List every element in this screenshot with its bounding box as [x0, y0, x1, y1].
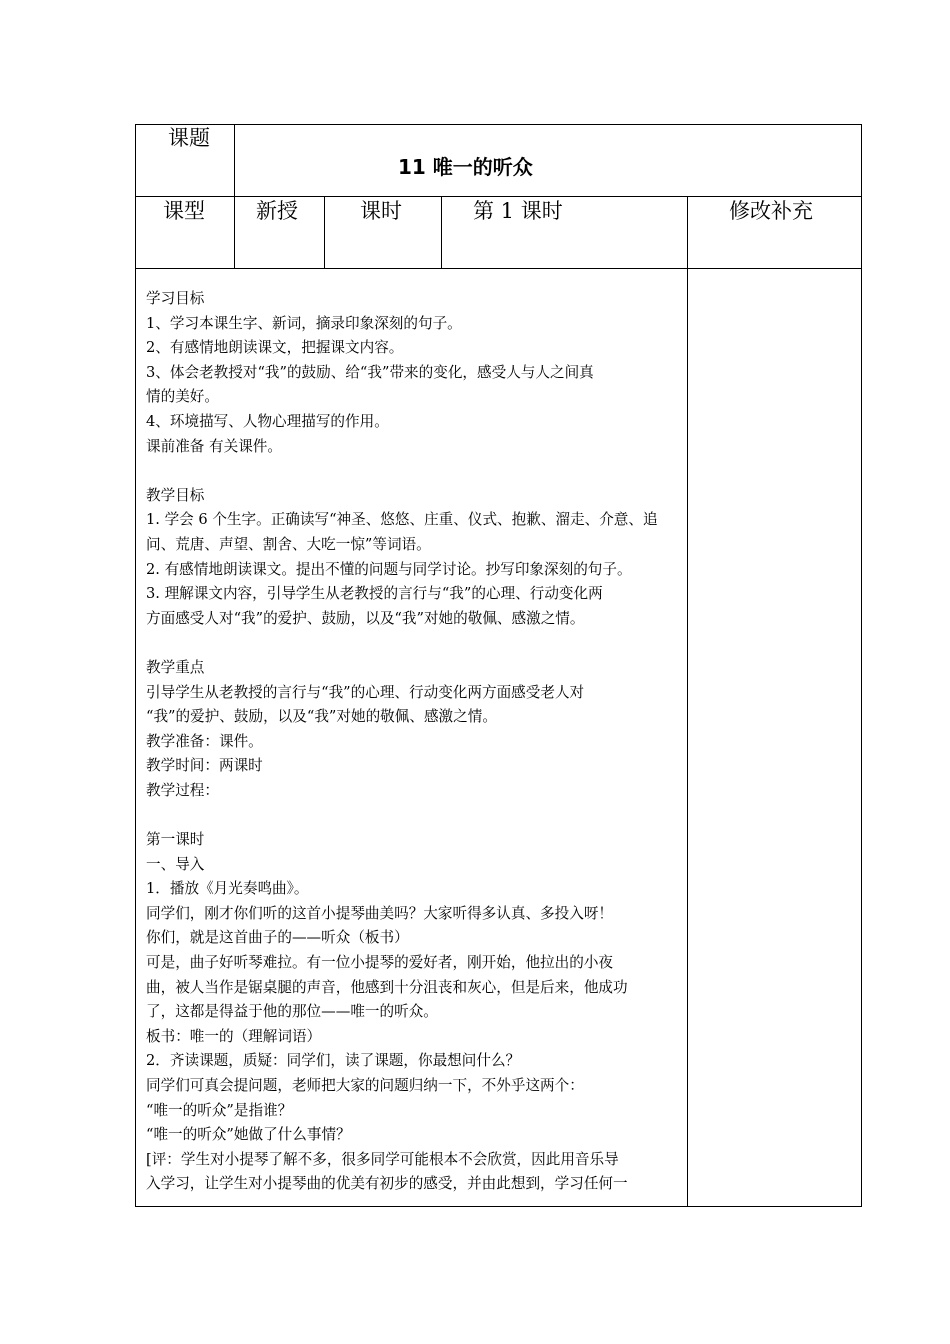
body-line: 学习目标: [146, 290, 205, 307]
blank-line: [146, 631, 686, 656]
body-line: 教学时间：两课时: [146, 757, 263, 775]
body-line: 1. 学会 6 个生字。正确读写“神圣、悠悠、庄重、仪式、抱歉、溜走、介意、追: [146, 511, 658, 529]
body-line: 教学重点: [146, 658, 205, 676]
body-line: 教学目标: [146, 486, 205, 504]
body-line: 问、荒唐、声望、割舍、大吃一惊”等词语。: [146, 535, 431, 553]
body-line: 1．播放《月光奏鸣曲》。: [146, 880, 309, 898]
body-line: 2、有感情地朗读课文，把握课文内容。: [146, 339, 404, 357]
col-divider-2: [324, 196, 325, 268]
body-line: [评：学生对小提琴了解不多，很多同学可能根本不会欣赏，因此用音乐导: [146, 1150, 619, 1168]
body-line: 1、学习本课生字、新词，摘录印象深刻的句子。: [146, 314, 462, 332]
body-line: “唯一的听众”她做了什么事情？: [146, 1126, 351, 1144]
body-line: 3、体会老教授对“我”的鼓励、给“我”带来的变化，感受人与人之间真: [146, 363, 594, 381]
body-line: 板书：唯一的（理解词语）: [146, 1027, 322, 1045]
body-line: 一、导入: [146, 855, 205, 873]
revision-label: 修改补充: [729, 199, 813, 223]
period-label: 课时: [360, 199, 402, 223]
body-line: 2．齐读课题，质疑：同学们，读了课题，你最想问什么？: [146, 1052, 521, 1070]
body-line: “唯一的听众”是指谁？: [146, 1101, 293, 1119]
body-line: 引导学生从老教授的言行与“我”的心理、行动变化两方面感受老人对: [146, 683, 585, 701]
body-line: 情的美好。: [146, 388, 219, 406]
row-divider-1: [136, 196, 861, 197]
type-label: 课型: [163, 199, 205, 223]
lesson-plan-table: [135, 124, 862, 1207]
blank-line: [146, 459, 686, 484]
body-line: 2. 有感情地朗读课文。提出不懂的问题与同学讨论。抄写印象深刻的句子。: [146, 560, 632, 578]
body-line: 了，这都是得益于他的那位——唯一的听众。: [146, 1003, 438, 1021]
lesson-title: 11 唯一的听众: [398, 155, 533, 179]
lesson-body: [146, 287, 686, 1197]
body-line: 同学们可真会提问题，老师把大家的问题归纳一下，不外乎这两个：: [146, 1077, 584, 1094]
type-value: 新授: [256, 199, 298, 223]
body-line: 曲，被人当作是锯桌腿的声音，他感到十分沮丧和灰心，但是后来，他成功: [146, 978, 628, 996]
row-divider-2: [136, 268, 861, 269]
body-line: 你们，就是这首曲子的——听众（板书）: [146, 929, 409, 947]
body-line: 可是，曲子好听琴难拉。有一位小提琴的爱好者，刚开始，他拉出的小夜: [146, 954, 614, 972]
topic-label: 课题: [168, 126, 210, 150]
col-divider-4: [687, 196, 688, 1206]
body-line: 3. 理解课文内容，引导学生从老教授的言行与“我”的心理、行动变化两: [146, 585, 603, 603]
body-line: 方面感受人对“我”的爱护、鼓励，以及“我”对她的敬佩、感激之情。: [146, 609, 585, 627]
col-divider-3: [441, 196, 442, 268]
col-divider-1: [234, 125, 235, 268]
body-line: 第一课时: [146, 831, 205, 849]
body-line: 4、环境描写、人物心理描写的作用。: [146, 412, 389, 430]
blank-line: [146, 803, 686, 828]
body-line: 入学习，让学生对小提琴曲的优美有初步的感受，并由此想到，学习任何一: [146, 1175, 628, 1193]
body-line: 教学准备：课件。: [146, 732, 263, 750]
body-line: “我”的爱护、鼓励，以及“我”对她的敬佩、感激之情。: [146, 708, 497, 726]
body-line: 同学们，刚才你们听的这首小提琴曲美吗？大家听得多认真、多投入呀！: [146, 904, 614, 922]
body-line: 课前准备 有关课件。: [146, 437, 282, 455]
period-value: 第 1 课时: [473, 199, 563, 223]
body-line: 教学过程：: [146, 781, 219, 799]
